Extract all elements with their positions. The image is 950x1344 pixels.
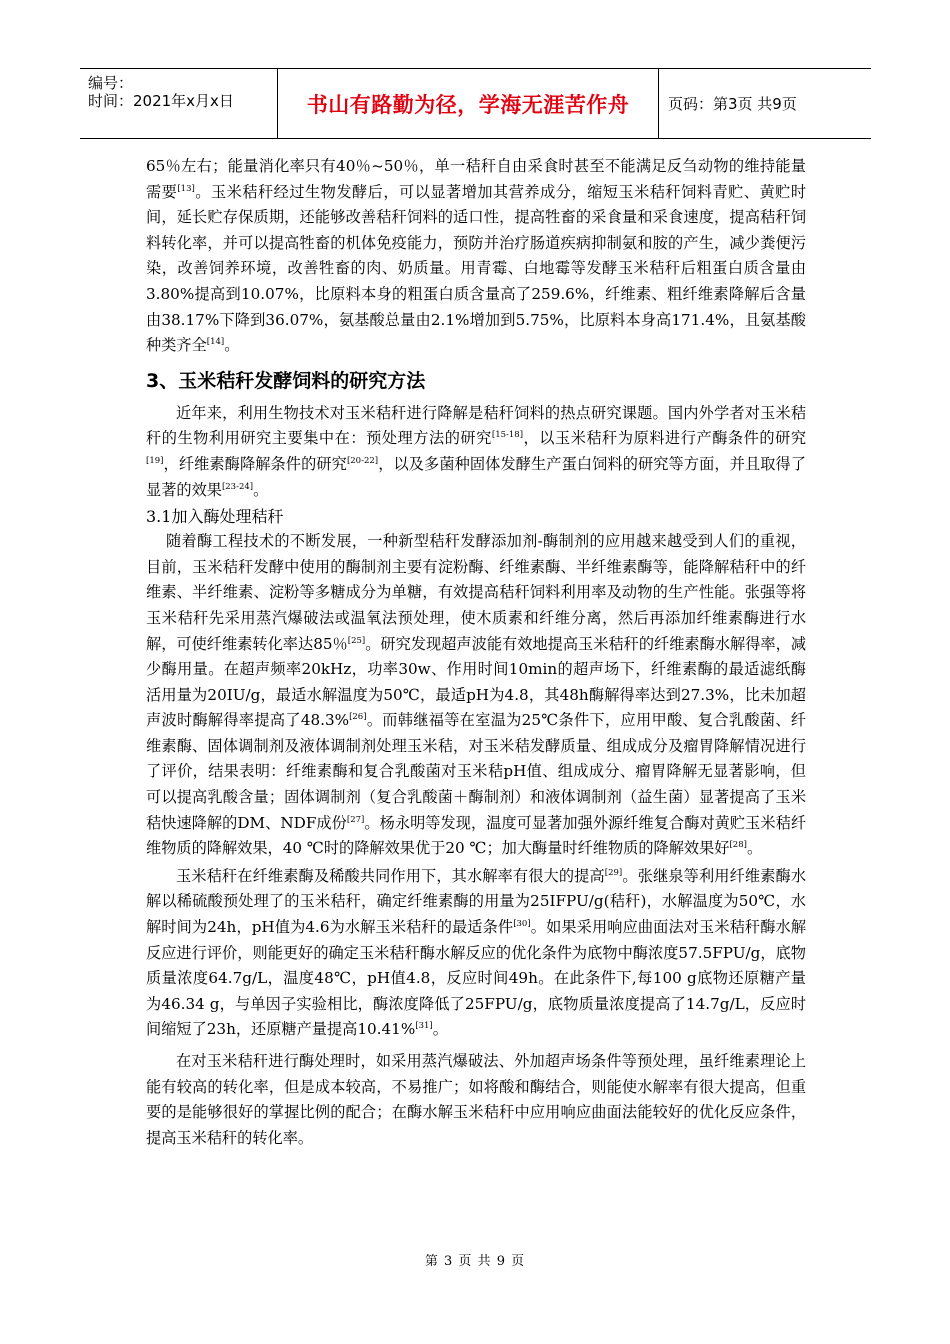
text-run: 玉米秸秆在纤维素酶及稀酸共同作用下，其水解率有很大的提高 bbox=[176, 866, 605, 885]
citation-ref: [15-18] bbox=[491, 430, 524, 441]
text-run: ，纤维素酶降解条件的研究 bbox=[163, 454, 347, 473]
citation-ref: [25] bbox=[347, 635, 366, 646]
paragraph-1 bbox=[146, 154, 806, 359]
citation-ref: [23-24] bbox=[221, 481, 254, 492]
section-3-1-heading: 3.1加入酶处理秸秆 bbox=[146, 507, 284, 527]
page-footer: 第 3 页 共 9 页 bbox=[424, 1254, 526, 1269]
paragraph-3 bbox=[146, 529, 806, 862]
citation-ref: [14] bbox=[206, 337, 225, 348]
main-content bbox=[146, 154, 806, 1151]
text-run: 。 bbox=[432, 1020, 448, 1039]
text-run: 随着酶工程技术的不断发展，一种新型秸秆发酵添加剂-酶制剂的应用越来越受到人们的重视，目前，玉米秸秆发酵中使用的酶制剂主要有淀粉酶、纤维素酶、半纤维素酶等，能降解秸秆中的纤维素、半纤维素、淀粉等多糖成分为单糖，有效提高秸秆饲料利用率及动物的生产性能。张强等将玉米秸秆先采用蒸汽爆破法或温氧法预处理，使木质素和纤维分离，然后再添加纤维素酶进行水解，可使纤维素转化率达85％ bbox=[146, 532, 806, 653]
text-run: 。如果采用响应曲面法对玉米秸秆酶水解反应进行评价，则能更好的确定玉米秸秆酶水解反应的优化条件为底物中酶浓度57.5FPU/g，底物质量浓度64.7g/L，温度48℃，pH值4.8，反应时间49h。在此条件下,每100 g底物还原糖产量为46.34 g，与单因子实验相比，酶浓度降低了25FPU/g，底物质量浓度提高了14.7g/L，反应时间缩短了23h，还原糖产量提高10.41% bbox=[146, 918, 806, 1039]
citation-ref: [20-22] bbox=[346, 455, 379, 466]
text-run: 。而韩继福等在室温为25℃条件下，应用甲酸、复合乳酸菌、纤维素酶、固体调制剂及液体调制剂处理玉米秸，对玉米秸发酵质量、组成成分及瘤胃降解情况进行了评价，结果表明：纤维素酶和复合乳酸菌对玉米秸pH值、组成成分、瘤胃降解无显著影响，但可以提高乳酸含量；固体调制剂（复合乳酸菌＋酶制剂）和液体调制剂（益生菌）显著提高了玉米秸快速降解的DM、NDF成份 bbox=[146, 711, 806, 832]
text-run: ，以玉米秸秆为原料进行产酶条件的研究 bbox=[523, 429, 807, 448]
citation-ref: [29] bbox=[604, 867, 623, 878]
header-page-info: 页码：第3页 共9页 bbox=[668, 95, 797, 113]
paragraph-5 bbox=[146, 1049, 806, 1151]
citation-ref: [27] bbox=[346, 814, 365, 825]
text-run: 在对玉米秸秆进行酶处理时，如采用蒸汽爆破法、外加超声场条件等预处理，虽纤维素理论上能有较高的转化率，但是成本较高，不易推广；如将酸和酶结合，则能使水解率有很大提高，但重要的是能够很好的掌握比例的配合；在酶水解玉米秸秆中应用响应曲面法能较好的优化反应条件，提高玉米秸秆的转化率。 bbox=[146, 1052, 806, 1147]
text-run: 。 bbox=[253, 480, 269, 499]
text-run: 。张继泉等利用纤维素酶水解以稀硫酸预处理了的玉米秸秆，确定纤维素酶的用量为25IFPU/g(秸秆)，水解温度为50℃，水解时间为24h，pH值为4.6为水解玉米秸秆的最适条件 bbox=[146, 866, 807, 937]
citation-ref: [31] bbox=[415, 1021, 433, 1032]
document-number-label: 编号： bbox=[88, 74, 134, 92]
text-run: 。玉米秸秆经过生物发酵后，可以显著增加其营养成分，缩短玉米秸秆饲料青贮、黄贮时间，延长贮存保质期，还能够改善秸秆饲料的适口性，提高牲畜的采食量和采食速度，提高秸秆饲料转化率，并可以提高牲畜的机体免疫能力，预防并治疗肠道疾病抑制氨和胺的产生，减少粪便污染，改善饲养环境，改善牲畜的肉、奶质量。用青霉、白地霉等发酵玉米秸秆后粗蛋白质含量由3.80%提高到10.07%，比原料本身的粗蛋白质含量高了259.6%，纤维素、粗纤维素降解后含量由38.17%下降到36.07%，氨基酸总量由2.1%增加到5.75%，比原料本身高171.4%，且氨基酸种类齐全 bbox=[146, 182, 806, 355]
text-run: 。 bbox=[746, 839, 763, 858]
section-3-heading: 3、玉米秸秆发酵饲料的研究方法 bbox=[146, 369, 426, 392]
header-meta bbox=[80, 69, 278, 138]
page-header bbox=[80, 68, 871, 139]
document-time-label: 时间：2021年x月x日 bbox=[88, 92, 234, 110]
text-run: 。研究发现超声波能有效地提高玉米秸秆的纤维素酶水解得率，减少酶用量。在超声频率20kHz，功率30w、作用时间10min的超声场下，纤维素酶的最适滤纸酶活用量为20IU/g，最适水解温度为50℃，最适pH为4.8，其48h酶解得率达到27.3%，比未加超声波时酶解得率提高了48.3% bbox=[146, 634, 807, 730]
citation-ref: [28] bbox=[729, 840, 747, 851]
citation-ref: [30] bbox=[513, 919, 531, 930]
citation-ref: [26] bbox=[349, 712, 367, 723]
header-motto: 书山有路勤为径，学海无涯苦作舟 bbox=[306, 92, 630, 117]
header-motto-cell bbox=[278, 69, 659, 138]
citation-ref: [13] bbox=[177, 183, 195, 194]
text-run: 。杨永明等发现，温度可显著加强外源纤维复合酶对黄贮玉米秸纤维物质的降解效果，40 ℃时的降解效果优于20 ℃；加大酶量时纤维物质的降解效果好 bbox=[146, 813, 807, 858]
paragraph-4 bbox=[146, 864, 806, 1043]
text-run: ，以及多菌种固体发酵生产蛋白饲料的研究等方面，并且取得了显著的效果 bbox=[146, 454, 807, 499]
text-run: 近年来，利用生物技术对玉米秸秆进行降解是秸秆饲料的热点研究课题。国内外学者对玉米秸秆的生物利用研究主要集中在：预处理方法的研究 bbox=[146, 403, 806, 448]
paragraph-2 bbox=[146, 401, 806, 503]
text-run: 。 bbox=[224, 336, 240, 355]
citation-ref: [19] bbox=[146, 455, 164, 466]
text-run: 65％左右；能量消化率只有40％~50％，单一秸秆自由采食时甚至不能满足反刍动物的维持能量需要 bbox=[146, 157, 806, 201]
